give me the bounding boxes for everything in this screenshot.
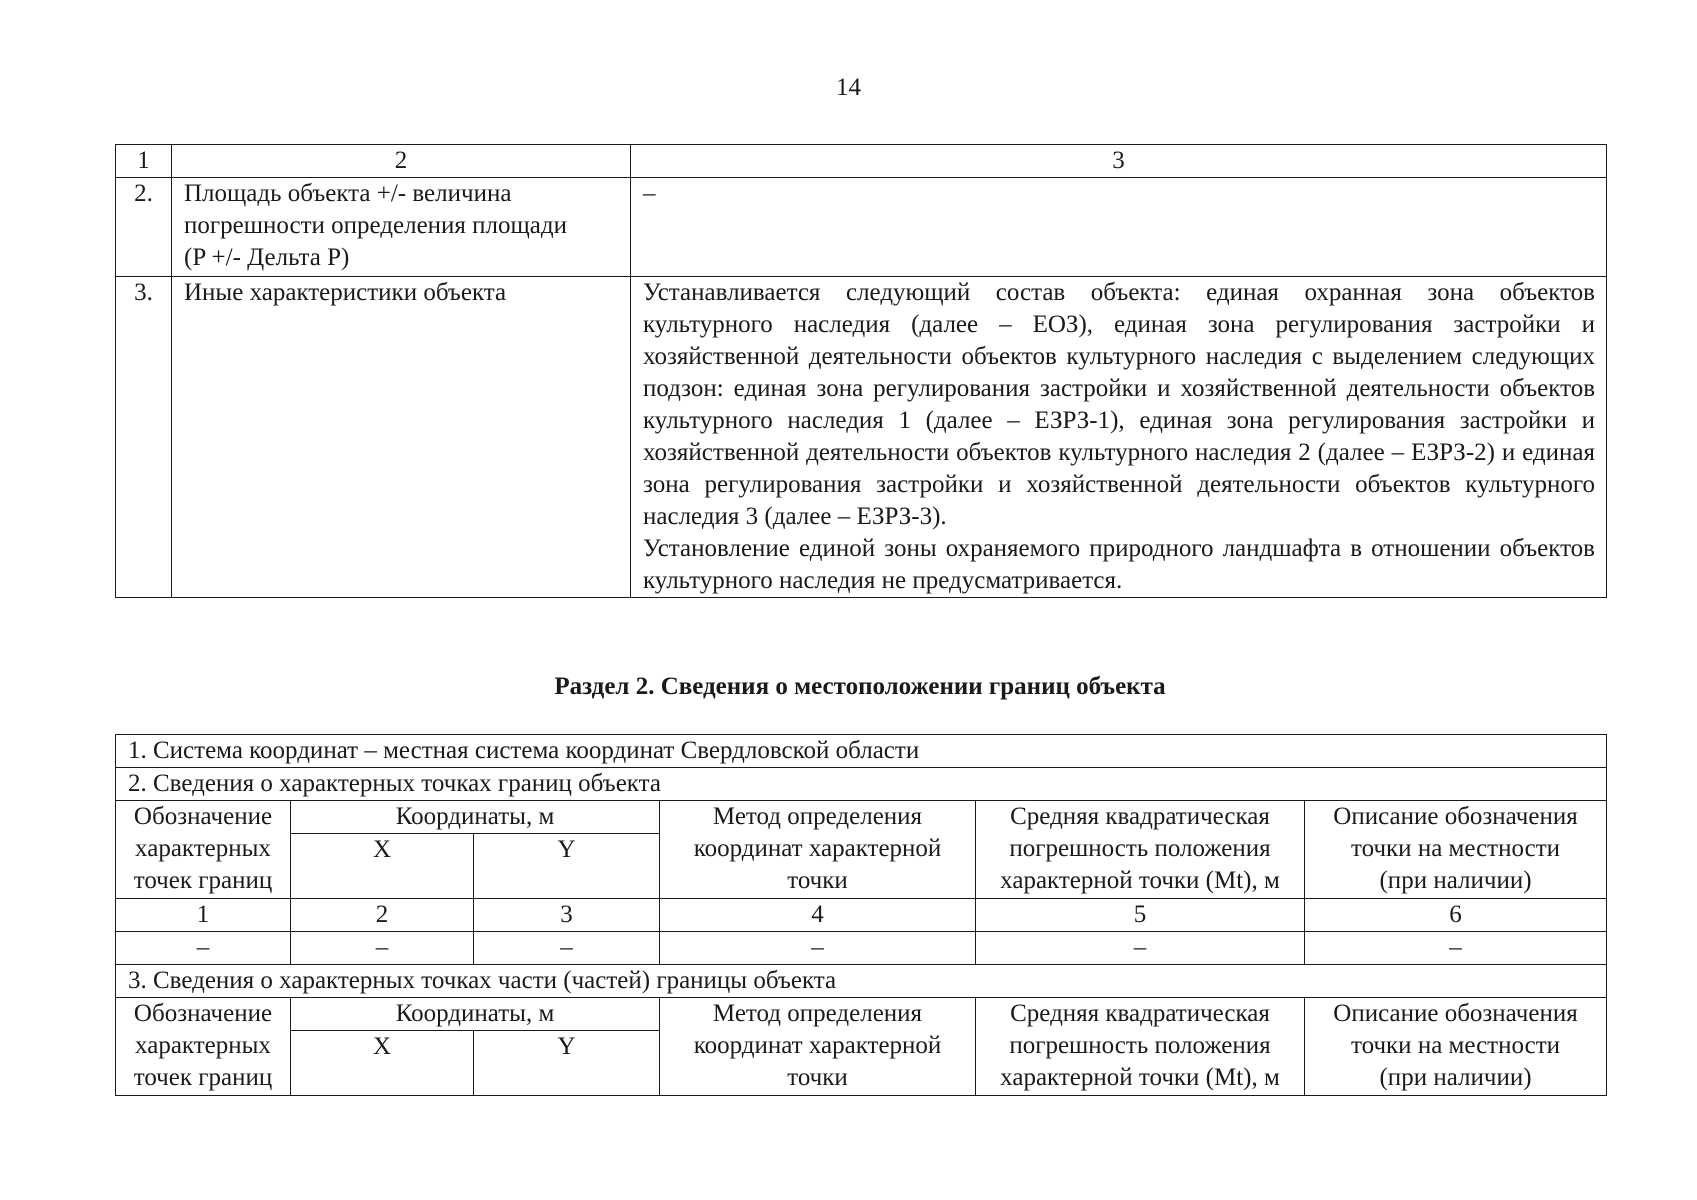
header-line: Описание обозначения — [1333, 1000, 1578, 1027]
part-points-title: 3. Сведения о характерных точках части (частей) границы объекта — [116, 965, 1607, 998]
row-number: 3. — [116, 277, 172, 598]
y-header: Y — [474, 1031, 660, 1096]
page-number: 14 — [836, 74, 861, 101]
row-value: – — [631, 178, 1607, 277]
header-line: координат характерной — [693, 1032, 942, 1059]
table-cell: – — [474, 932, 660, 965]
error-header — [976, 998, 1305, 1096]
header-line: точки — [787, 1064, 848, 1091]
column-number: 4 — [660, 899, 976, 932]
column-number: 6 — [1305, 899, 1607, 932]
header-line: Обозначение — [133, 1000, 273, 1027]
row-value — [631, 277, 1607, 598]
header-line: точек границ — [133, 867, 273, 894]
boundary-coordinates-table — [115, 734, 1607, 1096]
y-header: Y — [474, 834, 660, 899]
header-line: Средняя квадратическая — [1010, 1000, 1270, 1027]
coord-system-row — [116, 735, 1607, 768]
header-line: характерных — [135, 835, 271, 862]
header-line: характерных — [135, 1032, 271, 1059]
table-cell: – — [291, 932, 474, 965]
table-row — [116, 277, 1607, 598]
header-row — [116, 998, 1607, 1031]
object-characteristics-table — [115, 144, 1607, 598]
value-paragraph: Устанавливается следующий состав объекта: единая охранная зона объектов культурного наследия (далее – ЕОЗ), единая зона регулирования застройки и хозяйственной деятельности объектов культурного наследия с выделением следующих подзон: единая зона регулирования застройки и хозяйственной деятельности объектов культурного наследия 1 (далее – ЕЗРЗ-1), единая зона регулирования застройки и хозяйственной деятельности объектов культурного наследия 2 (далее – ЕЗРЗ-2) и единая зона регулирования застройки и хозяйственной деятельности объектов культурного наследия 3 (далее – ЕЗРЗ-3). — [643, 279, 1595, 530]
x-header: X — [291, 834, 474, 899]
header-line: точки — [787, 867, 848, 894]
header-row — [116, 801, 1607, 834]
table-cell: – — [976, 932, 1305, 965]
table-header-row — [116, 145, 1607, 178]
coordinates-header: Координаты, м — [291, 998, 660, 1031]
method-header — [660, 801, 976, 899]
points-title: 2. Сведения о характерных точках границ объекта — [116, 768, 1607, 801]
row-name-line: погрешности определения площади — [184, 212, 567, 239]
section-heading: Раздел 2. Сведения о местоположении границ объекта — [554, 673, 1166, 700]
designation-header — [116, 801, 291, 899]
table-cell: – — [1305, 932, 1607, 965]
header-line: Метод определения — [712, 1000, 923, 1027]
row-number: 2. — [116, 178, 172, 277]
column-number: 2 — [291, 899, 474, 932]
header-line: (при наличии) — [1379, 1064, 1532, 1091]
row-name-line: Площадь объекта +/- величина — [184, 180, 512, 207]
row-name: Иные характеристики объекта — [172, 277, 631, 598]
column-number: 3 — [474, 899, 660, 932]
description-header — [1305, 998, 1607, 1096]
designation-header — [116, 998, 291, 1096]
header-line: погрешность положения — [1009, 835, 1271, 862]
header-line: Описание обозначения — [1333, 803, 1578, 830]
header-line: характерной точки (Mt), м — [1000, 867, 1280, 894]
part-points-title-row — [116, 965, 1607, 998]
error-header — [976, 801, 1305, 899]
column-number-2: 2 — [172, 145, 631, 178]
column-number-3: 3 — [631, 145, 1607, 178]
table-cell: – — [660, 932, 976, 965]
header-line: точек границ — [133, 1064, 273, 1091]
header-line: характерной точки (Mt), м — [1000, 1064, 1280, 1091]
column-number: 1 — [116, 899, 291, 932]
header-line: Обозначение — [133, 803, 273, 830]
table-row — [116, 178, 1607, 277]
column-number-1: 1 — [116, 145, 172, 178]
column-number: 5 — [976, 899, 1305, 932]
x-header: X — [291, 1031, 474, 1096]
description-header — [1305, 801, 1607, 899]
value-paragraph: Установление единой зоны охраняемого природного ландшафта в отношении объектов культурного наследия не предусматривается. — [643, 535, 1595, 594]
row-name-line: (P +/- Дельта P) — [184, 244, 350, 271]
coord-system-text: 1. Система координат – местная система координат Свердловской области — [116, 735, 1607, 768]
method-header — [660, 998, 976, 1096]
header-line: погрешность положения — [1009, 1032, 1271, 1059]
header-line: Средняя квадратическая — [1010, 803, 1270, 830]
points-title-row — [116, 768, 1607, 801]
table-cell: – — [116, 932, 291, 965]
table-row — [116, 932, 1607, 965]
header-line: точки на местности — [1351, 835, 1560, 862]
header-line: (при наличии) — [1379, 867, 1532, 894]
column-numbers-row — [116, 899, 1607, 932]
header-line: координат характерной — [693, 835, 942, 862]
row-name — [172, 178, 631, 277]
header-line: точки на местности — [1351, 1032, 1560, 1059]
header-line: Метод определения — [712, 803, 923, 830]
coordinates-header: Координаты, м — [291, 801, 660, 834]
